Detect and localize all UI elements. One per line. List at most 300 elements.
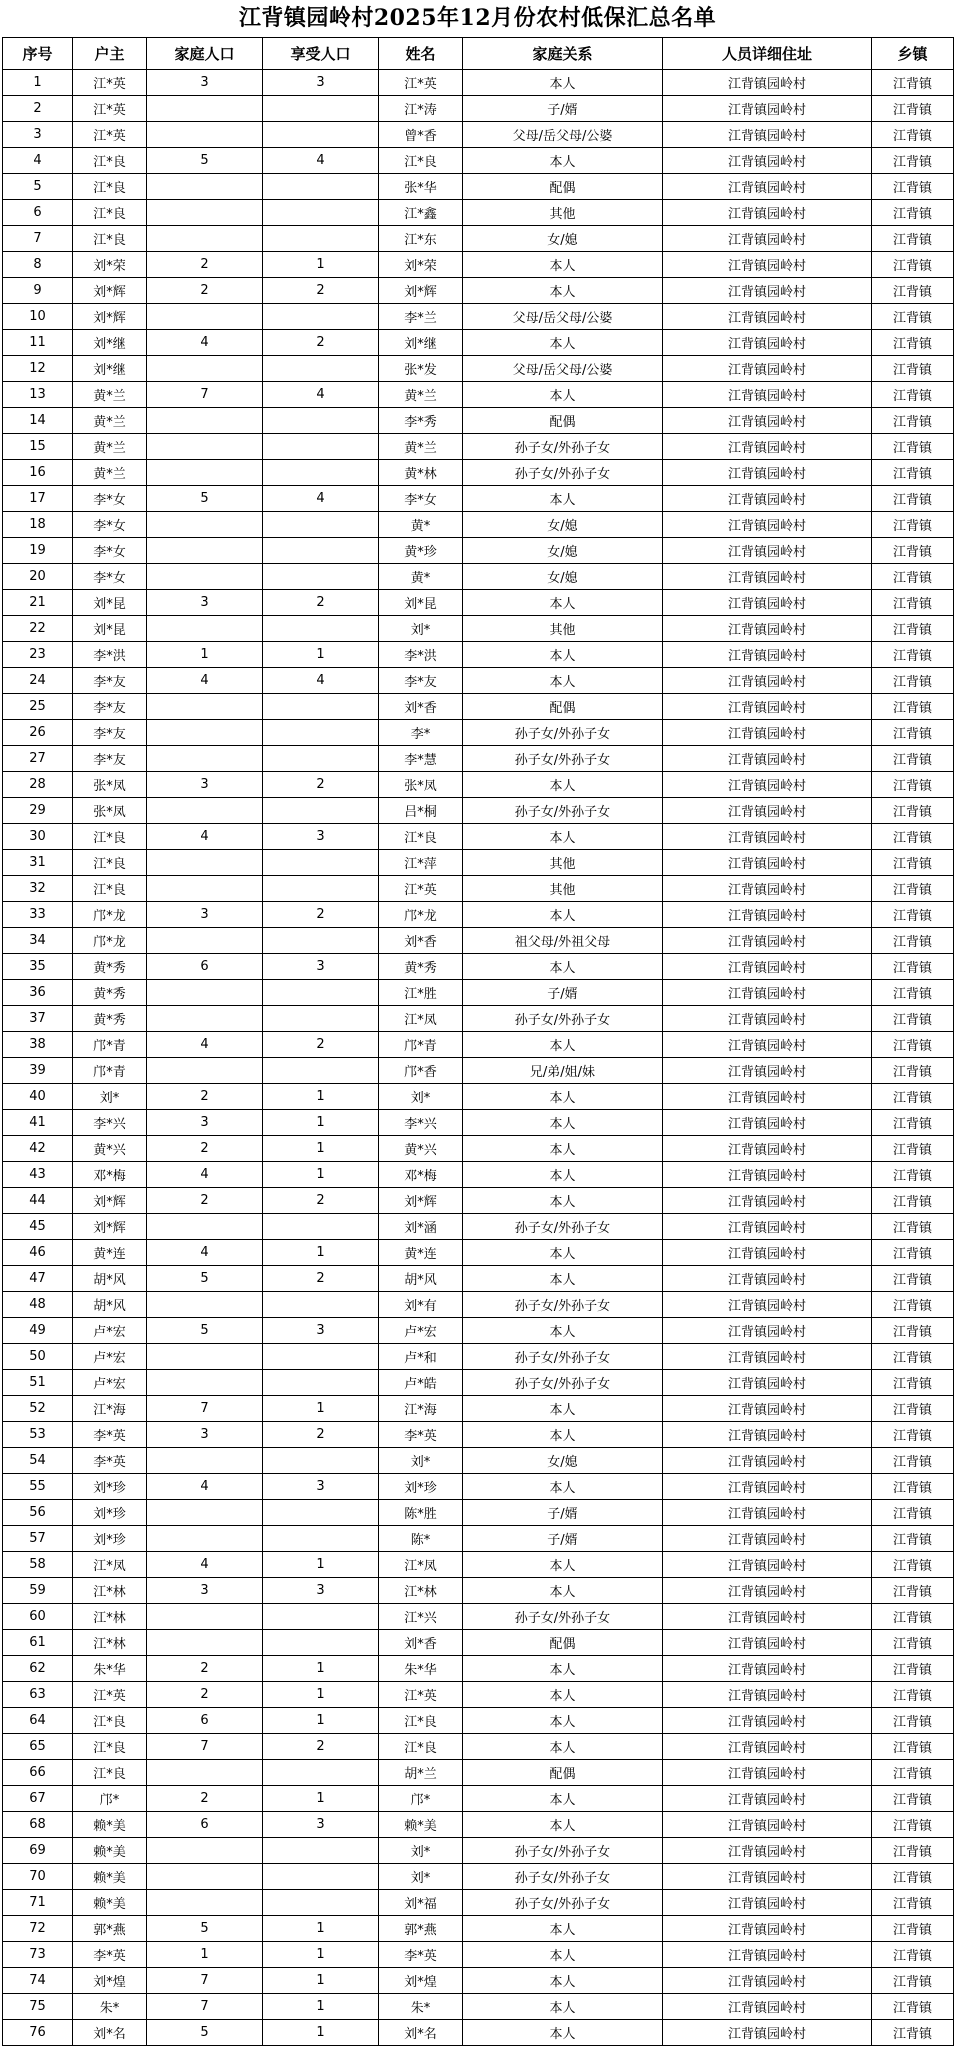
- cell-beneficiaries: 2: [263, 1734, 379, 1760]
- cell-beneficiaries: 1: [263, 1136, 379, 1162]
- cell-address: 江背镇园岭村: [663, 824, 872, 850]
- cell-relationship: 孙子女/外孙子女: [463, 460, 663, 486]
- cell-township: 江背镇: [872, 1630, 954, 1656]
- table-row: [3, 1942, 954, 1968]
- table-row: [3, 1266, 954, 1292]
- cell-name: 江*良: [379, 1734, 463, 1760]
- cell-serial: 70: [3, 1864, 73, 1890]
- cell-beneficiaries: 1: [263, 1084, 379, 1110]
- table-row: [3, 1994, 954, 2020]
- cell-serial: 7: [3, 226, 73, 252]
- cell-relationship: 本人: [463, 1734, 663, 1760]
- cell-serial: 30: [3, 824, 73, 850]
- cell-name: 李*慧: [379, 746, 463, 772]
- cell-family-size: [147, 1890, 263, 1916]
- cell-beneficiaries: 4: [263, 382, 379, 408]
- cell-township: 江背镇: [872, 954, 954, 980]
- cell-township: 江背镇: [872, 1526, 954, 1552]
- cell-name: 刘*辉: [379, 1188, 463, 1214]
- cell-beneficiaries: 2: [263, 1422, 379, 1448]
- cell-township: 江背镇: [872, 1240, 954, 1266]
- cell-householder: 江*良: [73, 1760, 147, 1786]
- cell-family-size: [147, 798, 263, 824]
- cell-family-size: [147, 1292, 263, 1318]
- cell-township: 江背镇: [872, 1318, 954, 1344]
- cell-address: 江背镇园岭村: [663, 902, 872, 928]
- cell-serial: 20: [3, 564, 73, 590]
- cell-serial: 1: [3, 70, 73, 96]
- table-row: [3, 1032, 954, 1058]
- cell-name: 江*凤: [379, 1006, 463, 1032]
- cell-family-size: [147, 1760, 263, 1786]
- cell-serial: 52: [3, 1396, 73, 1422]
- cell-name: 吕*桐: [379, 798, 463, 824]
- cell-address: 江背镇园岭村: [663, 1734, 872, 1760]
- cell-relationship: 本人: [463, 1162, 663, 1188]
- cell-address: 江背镇园岭村: [663, 1136, 872, 1162]
- cell-beneficiaries: 3: [263, 1474, 379, 1500]
- cell-family-size: 4: [147, 1474, 263, 1500]
- cell-relationship: 子/婿: [463, 1500, 663, 1526]
- cell-relationship: 本人: [463, 1474, 663, 1500]
- cell-serial: 47: [3, 1266, 73, 1292]
- cell-relationship: 本人: [463, 382, 663, 408]
- cell-address: 江背镇园岭村: [663, 122, 872, 148]
- cell-serial: 29: [3, 798, 73, 824]
- cell-relationship: 本人: [463, 1266, 663, 1292]
- cell-township: 江背镇: [872, 616, 954, 642]
- cell-beneficiaries: [263, 720, 379, 746]
- cell-relationship: 本人: [463, 1656, 663, 1682]
- cell-address: 江背镇园岭村: [663, 1812, 872, 1838]
- cell-householder: 李*女: [73, 486, 147, 512]
- cell-family-size: 7: [147, 1994, 263, 2020]
- cell-name: 张*华: [379, 174, 463, 200]
- cell-family-size: [147, 564, 263, 590]
- cell-address: 江背镇园岭村: [663, 668, 872, 694]
- cell-relationship: 本人: [463, 1942, 663, 1968]
- cell-beneficiaries: [263, 1760, 379, 1786]
- cell-name: 刘*香: [379, 928, 463, 954]
- cell-address: 江背镇园岭村: [663, 226, 872, 252]
- cell-address: 江背镇园岭村: [663, 70, 872, 96]
- cell-township: 江背镇: [872, 1266, 954, 1292]
- cell-beneficiaries: [263, 174, 379, 200]
- cell-householder: 刘*继: [73, 356, 147, 382]
- cell-address: 江背镇园岭村: [663, 1110, 872, 1136]
- cell-family-size: [147, 746, 263, 772]
- cell-serial: 10: [3, 304, 73, 330]
- cell-family-size: 5: [147, 1266, 263, 1292]
- cell-beneficiaries: [263, 798, 379, 824]
- cell-township: 江背镇: [872, 1578, 954, 1604]
- cell-address: 江背镇园岭村: [663, 200, 872, 226]
- cell-name: 胡*风: [379, 1266, 463, 1292]
- cell-householder: 江*林: [73, 1604, 147, 1630]
- cell-family-size: 5: [147, 486, 263, 512]
- cell-township: 江背镇: [872, 590, 954, 616]
- cell-name: 刘*: [379, 1864, 463, 1890]
- table-row: [3, 512, 954, 538]
- cell-householder: 江*良: [73, 148, 147, 174]
- cell-township: 江背镇: [872, 70, 954, 96]
- cell-name: 江*鑫: [379, 200, 463, 226]
- cell-serial: 40: [3, 1084, 73, 1110]
- cell-name: 刘*辉: [379, 278, 463, 304]
- cell-name: 刘*珍: [379, 1474, 463, 1500]
- cell-serial: 6: [3, 200, 73, 226]
- cell-address: 江背镇园岭村: [663, 1370, 872, 1396]
- cell-name: 邝*香: [379, 1058, 463, 1084]
- table-row: [3, 1006, 954, 1032]
- cell-relationship: 本人: [463, 1786, 663, 1812]
- cell-township: 江背镇: [872, 694, 954, 720]
- cell-beneficiaries: 2: [263, 590, 379, 616]
- cell-township: 江背镇: [872, 1552, 954, 1578]
- cell-family-size: 7: [147, 1968, 263, 1994]
- cell-beneficiaries: 2: [263, 902, 379, 928]
- table-row: [3, 1136, 954, 1162]
- cell-serial: 17: [3, 486, 73, 512]
- cell-address: 江背镇园岭村: [663, 1968, 872, 1994]
- table-body: [3, 70, 954, 2046]
- cell-relationship: 父母/岳父母/公婆: [463, 122, 663, 148]
- cell-address: 江背镇园岭村: [663, 1500, 872, 1526]
- cell-family-size: 5: [147, 1318, 263, 1344]
- cell-serial: 8: [3, 252, 73, 278]
- cell-address: 江背镇园岭村: [663, 1396, 872, 1422]
- cell-name: 陈*: [379, 1526, 463, 1552]
- cell-relationship: 本人: [463, 70, 663, 96]
- cell-householder: 江*良: [73, 1708, 147, 1734]
- cell-address: 江背镇园岭村: [663, 252, 872, 278]
- cell-beneficiaries: [263, 564, 379, 590]
- cell-family-size: 7: [147, 1396, 263, 1422]
- cell-address: 江背镇园岭村: [663, 1552, 872, 1578]
- cell-beneficiaries: 3: [263, 954, 379, 980]
- cell-township: 江背镇: [872, 1994, 954, 2020]
- cell-householder: 刘*辉: [73, 1214, 147, 1240]
- cell-family-size: [147, 694, 263, 720]
- cell-family-size: [147, 1006, 263, 1032]
- cell-householder: 朱*华: [73, 1656, 147, 1682]
- cell-name: 刘*昆: [379, 590, 463, 616]
- cell-beneficiaries: 1: [263, 1942, 379, 1968]
- cell-township: 江背镇: [872, 1084, 954, 1110]
- cell-family-size: [147, 96, 263, 122]
- cell-serial: 4: [3, 148, 73, 174]
- cell-address: 江背镇园岭村: [663, 382, 872, 408]
- cell-serial: 12: [3, 356, 73, 382]
- cell-householder: 黄*兰: [73, 408, 147, 434]
- cell-address: 江背镇园岭村: [663, 1318, 872, 1344]
- cell-address: 江背镇园岭村: [663, 1422, 872, 1448]
- cell-householder: 卢*宏: [73, 1344, 147, 1370]
- cell-serial: 16: [3, 460, 73, 486]
- cell-beneficiaries: 4: [263, 486, 379, 512]
- cell-serial: 64: [3, 1708, 73, 1734]
- cell-family-size: [147, 356, 263, 382]
- cell-name: 刘*: [379, 616, 463, 642]
- cell-family-size: 7: [147, 382, 263, 408]
- cell-family-size: 6: [147, 1812, 263, 1838]
- cell-beneficiaries: [263, 512, 379, 538]
- cell-householder: 江*良: [73, 824, 147, 850]
- cell-householder: 朱*: [73, 1994, 147, 2020]
- cell-relationship: 兄/弟/姐/妹: [463, 1058, 663, 1084]
- cell-name: 卢*宏: [379, 1318, 463, 1344]
- cell-township: 江背镇: [872, 876, 954, 902]
- cell-township: 江背镇: [872, 200, 954, 226]
- cell-family-size: 2: [147, 1188, 263, 1214]
- cell-name: 李*英: [379, 1422, 463, 1448]
- table-row: [3, 1422, 954, 1448]
- cell-relationship: 本人: [463, 1422, 663, 1448]
- cell-householder: 赖*美: [73, 1812, 147, 1838]
- cell-serial: 39: [3, 1058, 73, 1084]
- cell-relationship: 孙子女/外孙子女: [463, 1344, 663, 1370]
- cell-beneficiaries: 1: [263, 1552, 379, 1578]
- cell-address: 江背镇园岭村: [663, 720, 872, 746]
- cell-township: 江背镇: [872, 2020, 954, 2046]
- cell-serial: 9: [3, 278, 73, 304]
- table-row: [3, 980, 954, 1006]
- cell-address: 江背镇园岭村: [663, 1864, 872, 1890]
- cell-name: 李*兴: [379, 1110, 463, 1136]
- cell-relationship: 本人: [463, 2020, 663, 2046]
- cell-serial: 43: [3, 1162, 73, 1188]
- cell-name: 卢*和: [379, 1344, 463, 1370]
- cell-beneficiaries: [263, 928, 379, 954]
- cell-householder: 刘*: [73, 1084, 147, 1110]
- cell-beneficiaries: 1: [263, 1162, 379, 1188]
- table-row: [3, 1578, 954, 1604]
- cell-serial: 72: [3, 1916, 73, 1942]
- table-row: [3, 798, 954, 824]
- cell-name: 刘*继: [379, 330, 463, 356]
- cell-name: 黄*兰: [379, 434, 463, 460]
- cell-township: 江背镇: [872, 1370, 954, 1396]
- table-row: [3, 746, 954, 772]
- cell-serial: 23: [3, 642, 73, 668]
- table-row: [3, 200, 954, 226]
- cell-name: 张*发: [379, 356, 463, 382]
- cell-name: 江*胜: [379, 980, 463, 1006]
- cell-serial: 19: [3, 538, 73, 564]
- table-row: [3, 174, 954, 200]
- cell-name: 赖*美: [379, 1812, 463, 1838]
- cell-family-size: 4: [147, 824, 263, 850]
- cell-township: 江背镇: [872, 460, 954, 486]
- cell-address: 江背镇园岭村: [663, 1786, 872, 1812]
- cell-name: 江*涛: [379, 96, 463, 122]
- table-row: [3, 772, 954, 798]
- cell-householder: 张*凤: [73, 798, 147, 824]
- cell-beneficiaries: [263, 1838, 379, 1864]
- cell-beneficiaries: [263, 1630, 379, 1656]
- cell-family-size: 3: [147, 70, 263, 96]
- cell-beneficiaries: [263, 1058, 379, 1084]
- cell-name: 李*洪: [379, 642, 463, 668]
- cell-family-size: [147, 1630, 263, 1656]
- cell-relationship: 孙子女/外孙子女: [463, 720, 663, 746]
- cell-householder: 邓*梅: [73, 1162, 147, 1188]
- cell-address: 江背镇园岭村: [663, 954, 872, 980]
- cell-serial: 13: [3, 382, 73, 408]
- cell-family-size: 3: [147, 1422, 263, 1448]
- cell-township: 江背镇: [872, 1292, 954, 1318]
- cell-householder: 江*英: [73, 1682, 147, 1708]
- cell-township: 江背镇: [872, 434, 954, 460]
- table-row: [3, 122, 954, 148]
- cell-householder: 邝*龙: [73, 928, 147, 954]
- cell-householder: 刘*珍: [73, 1474, 147, 1500]
- table-row: [3, 876, 954, 902]
- cell-township: 江背镇: [872, 1396, 954, 1422]
- cell-householder: 李*友: [73, 720, 147, 746]
- cell-householder: 江*英: [73, 96, 147, 122]
- cell-name: 李*兰: [379, 304, 463, 330]
- cell-township: 江背镇: [872, 1760, 954, 1786]
- cell-relationship: 女/媳: [463, 1448, 663, 1474]
- cell-township: 江背镇: [872, 330, 954, 356]
- table-row: [3, 1916, 954, 1942]
- cell-serial: 45: [3, 1214, 73, 1240]
- cell-name: 邝*青: [379, 1032, 463, 1058]
- cell-name: 江*良: [379, 824, 463, 850]
- cell-address: 江背镇园岭村: [663, 694, 872, 720]
- cell-township: 江背镇: [872, 850, 954, 876]
- cell-householder: 赖*美: [73, 1864, 147, 1890]
- cell-householder: 刘*辉: [73, 1188, 147, 1214]
- cell-address: 江背镇园岭村: [663, 148, 872, 174]
- table-row: [3, 1682, 954, 1708]
- table-row: [3, 1188, 954, 1214]
- cell-address: 江背镇园岭村: [663, 1916, 872, 1942]
- cell-township: 江背镇: [872, 720, 954, 746]
- cell-beneficiaries: [263, 1006, 379, 1032]
- cell-family-size: 6: [147, 954, 263, 980]
- cell-beneficiaries: 2: [263, 1188, 379, 1214]
- cell-township: 江背镇: [872, 1344, 954, 1370]
- cell-name: 黄*: [379, 512, 463, 538]
- cell-township: 江背镇: [872, 1812, 954, 1838]
- cell-serial: 60: [3, 1604, 73, 1630]
- cell-family-size: 4: [147, 668, 263, 694]
- cell-relationship: 配偶: [463, 174, 663, 200]
- table-row: [3, 148, 954, 174]
- cell-address: 江背镇园岭村: [663, 1084, 872, 1110]
- cell-serial: 5: [3, 174, 73, 200]
- cell-serial: 75: [3, 1994, 73, 2020]
- header-address: 人员详细住址: [663, 38, 872, 70]
- cell-relationship: 本人: [463, 1916, 663, 1942]
- cell-beneficiaries: [263, 1890, 379, 1916]
- cell-relationship: 本人: [463, 148, 663, 174]
- cell-relationship: 其他: [463, 200, 663, 226]
- cell-township: 江背镇: [872, 902, 954, 928]
- cell-householder: 刘*辉: [73, 304, 147, 330]
- cell-name: 胡*兰: [379, 1760, 463, 1786]
- cell-beneficiaries: 1: [263, 1968, 379, 1994]
- cell-relationship: 子/婿: [463, 1526, 663, 1552]
- cell-relationship: 配偶: [463, 694, 663, 720]
- table-row: [3, 226, 954, 252]
- cell-township: 江背镇: [872, 1838, 954, 1864]
- cell-beneficiaries: 3: [263, 1318, 379, 1344]
- cell-householder: 李*女: [73, 512, 147, 538]
- cell-beneficiaries: [263, 1370, 379, 1396]
- cell-family-size: [147, 1344, 263, 1370]
- cell-serial: 22: [3, 616, 73, 642]
- cell-name: 李*友: [379, 668, 463, 694]
- cell-address: 江背镇园岭村: [663, 174, 872, 200]
- table-row: [3, 1864, 954, 1890]
- cell-beneficiaries: 2: [263, 1266, 379, 1292]
- cell-name: 刘*荣: [379, 252, 463, 278]
- cell-relationship: 本人: [463, 252, 663, 278]
- cell-serial: 74: [3, 1968, 73, 1994]
- cell-family-size: [147, 1214, 263, 1240]
- cell-householder: 赖*美: [73, 1890, 147, 1916]
- cell-address: 江背镇园岭村: [663, 1214, 872, 1240]
- cell-family-size: [147, 1604, 263, 1630]
- cell-address: 江背镇园岭村: [663, 1838, 872, 1864]
- table-row: [3, 1240, 954, 1266]
- cell-name: 刘*香: [379, 1630, 463, 1656]
- cell-family-size: [147, 1526, 263, 1552]
- cell-householder: 江*林: [73, 1630, 147, 1656]
- cell-relationship: 本人: [463, 1812, 663, 1838]
- table-row: [3, 668, 954, 694]
- cell-householder: 李*洪: [73, 642, 147, 668]
- cell-township: 江背镇: [872, 408, 954, 434]
- cell-address: 江背镇园岭村: [663, 772, 872, 798]
- cell-relationship: 孙子女/外孙子女: [463, 1890, 663, 1916]
- cell-beneficiaries: [263, 356, 379, 382]
- cell-name: 刘*名: [379, 2020, 463, 2046]
- cell-serial: 61: [3, 1630, 73, 1656]
- cell-family-size: [147, 980, 263, 1006]
- cell-beneficiaries: 1: [263, 252, 379, 278]
- cell-family-size: 5: [147, 148, 263, 174]
- cell-relationship: 本人: [463, 1032, 663, 1058]
- cell-address: 江背镇园岭村: [663, 1656, 872, 1682]
- cell-relationship: 本人: [463, 486, 663, 512]
- cell-family-size: 2: [147, 252, 263, 278]
- cell-township: 江背镇: [872, 122, 954, 148]
- cell-relationship: 本人: [463, 1318, 663, 1344]
- cell-relationship: 女/媳: [463, 512, 663, 538]
- cell-relationship: 孙子女/外孙子女: [463, 1838, 663, 1864]
- cell-beneficiaries: [263, 226, 379, 252]
- cell-householder: 卢*宏: [73, 1318, 147, 1344]
- cell-family-size: 6: [147, 1708, 263, 1734]
- cell-householder: 刘*昆: [73, 590, 147, 616]
- table-row: [3, 2020, 954, 2046]
- cell-address: 江背镇园岭村: [663, 1344, 872, 1370]
- table-row: [3, 252, 954, 278]
- cell-township: 江背镇: [872, 148, 954, 174]
- cell-name: 陈*胜: [379, 1500, 463, 1526]
- cell-address: 江背镇园岭村: [663, 1604, 872, 1630]
- cell-relationship: 孙子女/外孙子女: [463, 1864, 663, 1890]
- cell-name: 黄*珍: [379, 538, 463, 564]
- table-row: [3, 1058, 954, 1084]
- cell-township: 江背镇: [872, 1604, 954, 1630]
- cell-family-size: [147, 122, 263, 148]
- cell-address: 江背镇园岭村: [663, 1760, 872, 1786]
